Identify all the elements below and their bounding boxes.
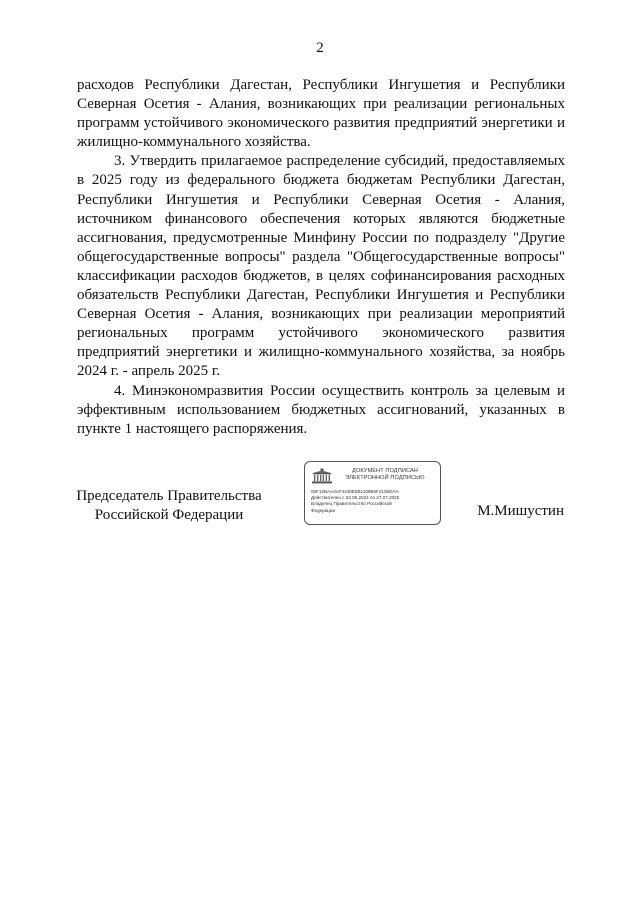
electronic-signature-stamp (304, 461, 441, 525)
signatory-name: М.Мишустин (477, 503, 564, 519)
signatory-title-line-2: Российской Федерации (94, 507, 244, 523)
government-building-icon (311, 468, 333, 484)
document-body (77, 76, 565, 439)
stamp-owner-line-2: Федерации (311, 507, 336, 513)
stamp-owner-line-1: Владелец Правительство Российской (311, 501, 392, 507)
stamp-heading-line-2: ЭЛЕКТРОННОЙ ПОДПИСЬЮ (345, 475, 425, 481)
signatory-title-line-1: Председатель Правительства (76, 488, 262, 504)
signatory-title (74, 487, 264, 525)
page-number: 2 (316, 40, 324, 56)
stamp-certificate-number: 00F12BAA4AF4248E5B1109B6F2106DAA (311, 489, 399, 494)
stamp-heading (335, 468, 435, 482)
paragraph-item-3: 3. Утвердить прилагаемое распределение субсидий, предоставляемых в 2025 году из федерального бюджета бюджетам Республики Дагестан, Республики Ингушетия и Республики Северная Осетия - Алания, источником финансового обеспечения которых являются бюджетные ассигнования, предусмотренные Минфину России по подразделу "Другие общегосударственные вопросы" раздела "Общегосударственные вопросы" классификации расходов бюджетов, в целях софинансирования расходных обязательств Республики Дагестан, Республики Ингушетия и Республики Северная Осетия - Алания, возникающих при реализации мероприятий региональных программ устойчивого экономического развития предприятий энергетики и жилищно-коммунального хозяйства, за ноябрь 2024 г. - апрель 2025 г. (77, 153, 565, 380)
stamp-validity: Действителен с 03.05.2024 по 27.07.2025 (311, 495, 400, 501)
stamp-details (311, 489, 437, 514)
paragraph-continuation: расходов Республики Дагестан, Республики Ингушетия и Республики Северная Осетия - Алания, возникающих при реализации региональных программ устойчивого экономического развития предприятий энергетики и жилищно-коммунального хозяйства. (77, 77, 565, 151)
paragraph-item-4: 4. Минэкономразвития России осуществить контроль за целевым и эффективным использованием бюджетных ассигнований, указанных в пункте 1 настоящего распоряжения. (77, 382, 565, 437)
stamp-heading-line-1: ДОКУМЕНТ ПОДПИСАН (352, 468, 418, 474)
signature-block (0, 460, 640, 530)
